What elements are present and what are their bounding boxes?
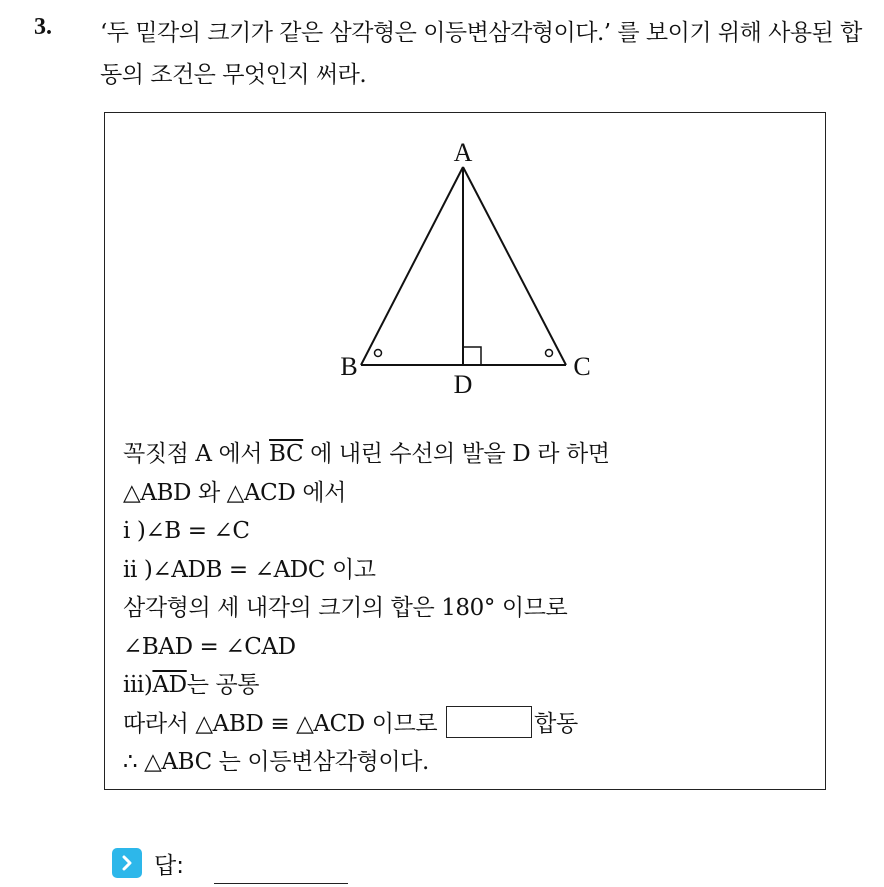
proof-line-8-pre: 따라서 △ABD ≡ △ACD 이므로 (123, 710, 445, 737)
angle-mark-c (546, 350, 553, 357)
question-number: 3. (34, 14, 52, 40)
proof-line-1-post: 에 내린 수선의 발을 D 라 하면 (303, 441, 610, 467)
vertex-label-b: B (340, 352, 358, 381)
proof-line-5: 삼각형의 세 내각의 크기의 합은 180° 이므로 (123, 595, 568, 621)
congruence-blank-box[interactable] (446, 706, 532, 738)
segment-ad: $\overline{AD}$ (152, 672, 187, 698)
proof-line-7-pre: iii) (123, 672, 153, 698)
answer-label: 답: (154, 852, 184, 879)
proof-line-8-post: 합동 (534, 710, 578, 737)
proof-line-1 (123, 435, 610, 474)
right-angle-mark (463, 347, 481, 365)
proof-line-1-pre: 꼭짓점 A 에서 (123, 441, 270, 467)
proof-line-3: i )∠B = ∠C (123, 518, 250, 544)
proof-line-7-post: 는 공통 (186, 672, 260, 698)
side-ab (361, 167, 463, 365)
proof-line-9: ∴ △ABC 는 이등변삼각형이다. (123, 749, 429, 775)
proof-line-2: △ABD 와 △ACD 에서 (123, 479, 346, 506)
point-label-d: D (453, 370, 473, 399)
answer-input-line[interactable] (214, 883, 348, 884)
vertex-label-a: A (453, 138, 473, 167)
chevron-right-icon (112, 848, 142, 878)
proof-box (104, 112, 826, 790)
proof-line-6: ∠BAD = ∠CAD (123, 633, 296, 660)
proof-text (123, 435, 610, 782)
segment-bc: $\overline{BC}$ (269, 441, 304, 467)
side-ac (463, 167, 566, 365)
proof-line-7 (123, 666, 610, 705)
answer-row (112, 845, 184, 881)
proof-line-4: ii )∠ADB = ∠ADC 이고 (123, 556, 376, 583)
proof-line-8 (123, 705, 610, 744)
question-text: ‘두 밑각의 크기가 같은 삼각형은 이등변삼각형이다.’ 를 보이기 위해 사용된 합동의 조건은 무엇인지 써라. (100, 20, 862, 88)
vertex-label-c: C (573, 352, 591, 381)
angle-mark-b (375, 350, 382, 357)
